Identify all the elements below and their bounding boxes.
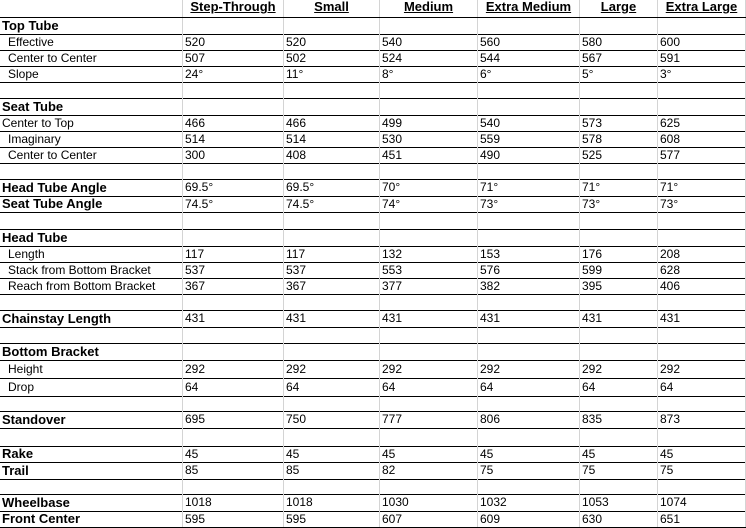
value-cell: 367 — [284, 278, 380, 294]
section-label: Top Tube — [0, 18, 183, 34]
column-header: Extra Large — [658, 0, 746, 17]
table-row — [0, 115, 746, 131]
column-header: Medium — [380, 0, 478, 17]
value-cell: 630 — [580, 511, 658, 527]
value-cell: 600 — [658, 34, 746, 50]
column-header: Small — [284, 0, 380, 17]
value-cell: 64 — [658, 378, 746, 396]
spacer-row — [0, 163, 746, 179]
value-cell: 466 — [284, 115, 380, 131]
column-header: Extra Medium — [478, 0, 580, 17]
value-cell — [284, 212, 380, 229]
value-cell: 514 — [284, 131, 380, 147]
value-cell: 75 — [478, 462, 580, 479]
value-cell: 64 — [478, 378, 580, 396]
value-cell: 45 — [478, 446, 580, 462]
value-cell: 431 — [284, 310, 380, 327]
value-cell: 24° — [183, 66, 284, 82]
value-cell: 1030 — [380, 494, 478, 511]
value-cell: 1018 — [284, 494, 380, 511]
table-row — [0, 179, 746, 196]
value-cell: 292 — [478, 360, 580, 378]
table-row — [0, 196, 746, 212]
row-label: Height — [0, 360, 183, 378]
value-cell: 524 — [380, 50, 478, 66]
row-label — [0, 428, 183, 446]
value-cell: 292 — [580, 360, 658, 378]
table-row — [0, 66, 746, 82]
value-cell — [658, 343, 746, 360]
value-cell: 777 — [380, 411, 478, 428]
row-label: Center to Center — [0, 50, 183, 66]
spacer-row — [0, 212, 746, 229]
value-cell: 292 — [284, 360, 380, 378]
value-cell — [478, 479, 580, 494]
value-cell — [284, 479, 380, 494]
value-cell: 573 — [580, 115, 658, 131]
value-cell — [183, 82, 284, 98]
value-cell: 560 — [478, 34, 580, 50]
row-label: Length — [0, 246, 183, 262]
value-cell — [658, 479, 746, 494]
value-cell: 377 — [380, 278, 478, 294]
value-cell: 64 — [183, 378, 284, 396]
value-cell: 85 — [183, 462, 284, 479]
value-cell: 45 — [183, 446, 284, 462]
value-cell — [183, 163, 284, 179]
section-label: Head Tube — [0, 229, 183, 246]
table-row — [0, 147, 746, 163]
value-cell: 499 — [380, 115, 478, 131]
row-label: Drop — [0, 378, 183, 396]
value-cell: 537 — [284, 262, 380, 278]
value-cell — [658, 98, 746, 115]
value-cell — [478, 428, 580, 446]
table-row — [0, 511, 746, 527]
value-cell — [183, 212, 284, 229]
value-cell — [284, 18, 380, 34]
value-cell: 651 — [658, 511, 746, 527]
value-cell: 577 — [658, 147, 746, 163]
spacer-row — [0, 479, 746, 494]
section-label: Wheelbase — [0, 494, 183, 511]
value-cell: 591 — [658, 50, 746, 66]
value-cell: 6° — [478, 66, 580, 82]
value-cell — [284, 343, 380, 360]
value-cell: 525 — [580, 147, 658, 163]
value-cell: 431 — [183, 310, 284, 327]
value-cell: 45 — [580, 446, 658, 462]
value-cell — [284, 428, 380, 446]
value-cell: 5° — [580, 66, 658, 82]
value-cell — [580, 98, 658, 115]
table-row — [0, 378, 746, 396]
value-cell: 71° — [478, 179, 580, 196]
value-cell: 507 — [183, 50, 284, 66]
value-cell: 514 — [183, 131, 284, 147]
table-row — [0, 246, 746, 262]
table-row — [0, 50, 746, 66]
value-cell: 806 — [478, 411, 580, 428]
value-cell: 73° — [658, 196, 746, 212]
value-cell — [658, 428, 746, 446]
value-cell — [580, 396, 658, 411]
value-cell — [284, 327, 380, 343]
row-label — [0, 163, 183, 179]
value-cell — [380, 82, 478, 98]
value-cell: 540 — [380, 34, 478, 50]
value-cell: 576 — [478, 262, 580, 278]
value-cell: 530 — [380, 131, 478, 147]
value-cell — [580, 479, 658, 494]
value-cell: 595 — [284, 511, 380, 527]
value-cell: 599 — [580, 262, 658, 278]
value-cell: 64 — [580, 378, 658, 396]
value-cell: 451 — [380, 147, 478, 163]
value-cell: 153 — [478, 246, 580, 262]
value-cell: 71° — [658, 179, 746, 196]
value-cell: 395 — [580, 278, 658, 294]
table-row — [0, 343, 746, 360]
value-cell: 292 — [183, 360, 284, 378]
value-cell — [658, 229, 746, 246]
value-cell: 873 — [658, 411, 746, 428]
value-cell: 567 — [580, 50, 658, 66]
value-cell: 520 — [284, 34, 380, 50]
value-cell: 537 — [183, 262, 284, 278]
value-cell: 75 — [580, 462, 658, 479]
section-label: Head Tube Angle — [0, 179, 183, 196]
table-row — [0, 494, 746, 511]
value-cell: 82 — [380, 462, 478, 479]
section-label: Standover — [0, 411, 183, 428]
value-cell: 431 — [478, 310, 580, 327]
row-label: Imaginary — [0, 131, 183, 147]
value-cell — [183, 327, 284, 343]
value-cell: 71° — [580, 179, 658, 196]
value-cell: 595 — [183, 511, 284, 527]
spacer-row — [0, 428, 746, 446]
table-row — [0, 98, 746, 115]
row-label — [0, 479, 183, 494]
value-cell — [183, 18, 284, 34]
value-cell: 45 — [658, 446, 746, 462]
value-cell — [380, 212, 478, 229]
value-cell: 544 — [478, 50, 580, 66]
column-header: Step-Through — [183, 0, 284, 17]
section-label: Chainstay Length — [0, 310, 183, 327]
value-cell — [478, 327, 580, 343]
section-label: Seat Tube Angle — [0, 196, 183, 212]
value-cell — [380, 98, 478, 115]
row-label — [0, 396, 183, 411]
value-cell: 74° — [380, 196, 478, 212]
value-cell — [580, 229, 658, 246]
value-cell: 300 — [183, 147, 284, 163]
spacer-row — [0, 294, 746, 310]
value-cell: 580 — [580, 34, 658, 50]
value-cell — [284, 396, 380, 411]
value-cell: 578 — [580, 131, 658, 147]
section-label: Seat Tube — [0, 98, 183, 115]
value-cell: 695 — [183, 411, 284, 428]
value-cell — [658, 396, 746, 411]
table-row — [0, 131, 746, 147]
value-cell: 431 — [380, 310, 478, 327]
value-cell — [380, 343, 478, 360]
value-cell — [580, 163, 658, 179]
value-cell — [183, 294, 284, 310]
value-cell: 117 — [183, 246, 284, 262]
spacer-row — [0, 327, 746, 343]
section-label: Trail — [0, 462, 183, 479]
value-cell: 292 — [380, 360, 478, 378]
value-cell — [478, 229, 580, 246]
value-cell — [284, 82, 380, 98]
row-label — [0, 327, 183, 343]
value-cell: 11° — [284, 66, 380, 82]
value-cell — [580, 327, 658, 343]
table-row — [0, 34, 746, 50]
table-row — [0, 310, 746, 327]
value-cell: 117 — [284, 246, 380, 262]
row-label: Center to Center — [0, 147, 183, 163]
table-row — [0, 411, 746, 428]
header-corner-cell — [0, 0, 183, 17]
value-cell — [478, 163, 580, 179]
value-cell: 64 — [284, 378, 380, 396]
value-cell — [284, 163, 380, 179]
value-cell: 431 — [658, 310, 746, 327]
value-cell: 520 — [183, 34, 284, 50]
value-cell: 835 — [580, 411, 658, 428]
value-cell — [658, 163, 746, 179]
value-cell — [658, 18, 746, 34]
value-cell — [658, 82, 746, 98]
value-cell — [658, 294, 746, 310]
value-cell — [183, 229, 284, 246]
section-label: Rake — [0, 446, 183, 462]
table-row — [0, 462, 746, 479]
value-cell — [478, 18, 580, 34]
value-cell: 408 — [284, 147, 380, 163]
header-row — [0, 0, 746, 17]
value-cell: 607 — [380, 511, 478, 527]
value-cell: 559 — [478, 131, 580, 147]
value-cell — [380, 428, 478, 446]
value-cell: 406 — [658, 278, 746, 294]
value-cell — [478, 82, 580, 98]
row-label: Effective — [0, 34, 183, 50]
value-cell — [478, 98, 580, 115]
section-label: Front Center — [0, 511, 183, 527]
value-cell: 75 — [658, 462, 746, 479]
value-cell — [580, 18, 658, 34]
table-row — [0, 446, 746, 462]
row-label: Center to Top — [0, 115, 183, 131]
value-cell: 73° — [580, 196, 658, 212]
value-cell — [580, 82, 658, 98]
value-cell — [580, 212, 658, 229]
value-cell — [478, 294, 580, 310]
section-label: Bottom Bracket — [0, 343, 183, 360]
value-cell: 750 — [284, 411, 380, 428]
row-label — [0, 82, 183, 98]
value-cell: 431 — [580, 310, 658, 327]
value-cell — [183, 479, 284, 494]
value-cell — [183, 343, 284, 360]
value-cell — [284, 229, 380, 246]
value-cell: 70° — [380, 179, 478, 196]
value-cell — [380, 294, 478, 310]
value-cell: 176 — [580, 246, 658, 262]
value-cell — [380, 479, 478, 494]
value-cell: 132 — [380, 246, 478, 262]
table-row — [0, 229, 746, 246]
value-cell — [183, 98, 284, 115]
value-cell: 382 — [478, 278, 580, 294]
value-cell: 74.5° — [284, 196, 380, 212]
spacer-row — [0, 82, 746, 98]
value-cell — [183, 396, 284, 411]
value-cell — [380, 163, 478, 179]
value-cell: 540 — [478, 115, 580, 131]
row-label — [0, 212, 183, 229]
value-cell — [580, 294, 658, 310]
value-cell — [478, 396, 580, 411]
value-cell: 1032 — [478, 494, 580, 511]
value-cell: 8° — [380, 66, 478, 82]
value-cell: 628 — [658, 262, 746, 278]
value-cell — [580, 428, 658, 446]
value-cell — [478, 343, 580, 360]
value-cell: 45 — [284, 446, 380, 462]
value-cell: 625 — [658, 115, 746, 131]
value-cell — [380, 18, 478, 34]
value-cell: 292 — [658, 360, 746, 378]
value-cell: 490 — [478, 147, 580, 163]
row-label: Slope — [0, 66, 183, 82]
value-cell — [284, 294, 380, 310]
value-cell — [284, 98, 380, 115]
value-cell: 45 — [380, 446, 478, 462]
value-cell: 74.5° — [183, 196, 284, 212]
value-cell: 466 — [183, 115, 284, 131]
table-row — [0, 18, 746, 34]
value-cell: 73° — [478, 196, 580, 212]
value-cell — [658, 327, 746, 343]
row-label: Stack from Bottom Bracket — [0, 262, 183, 278]
value-cell: 1018 — [183, 494, 284, 511]
value-cell: 64 — [380, 378, 478, 396]
value-cell — [380, 327, 478, 343]
value-cell: 208 — [658, 246, 746, 262]
row-label: Reach from Bottom Bracket — [0, 278, 183, 294]
value-cell: 609 — [478, 511, 580, 527]
value-cell: 553 — [380, 262, 478, 278]
value-cell — [580, 343, 658, 360]
value-cell — [478, 212, 580, 229]
value-cell — [183, 428, 284, 446]
value-cell: 608 — [658, 131, 746, 147]
value-cell — [658, 212, 746, 229]
table-row — [0, 360, 746, 378]
value-cell: 1074 — [658, 494, 746, 511]
value-cell: 69.5° — [284, 179, 380, 196]
value-cell — [380, 396, 478, 411]
table-row — [0, 278, 746, 294]
table-row — [0, 262, 746, 278]
row-label — [0, 294, 183, 310]
spacer-row — [0, 396, 746, 411]
value-cell — [380, 229, 478, 246]
value-cell: 85 — [284, 462, 380, 479]
value-cell: 367 — [183, 278, 284, 294]
value-cell: 502 — [284, 50, 380, 66]
column-header: Large — [580, 0, 658, 17]
value-cell: 69.5° — [183, 179, 284, 196]
value-cell: 3° — [658, 66, 746, 82]
value-cell: 1053 — [580, 494, 658, 511]
